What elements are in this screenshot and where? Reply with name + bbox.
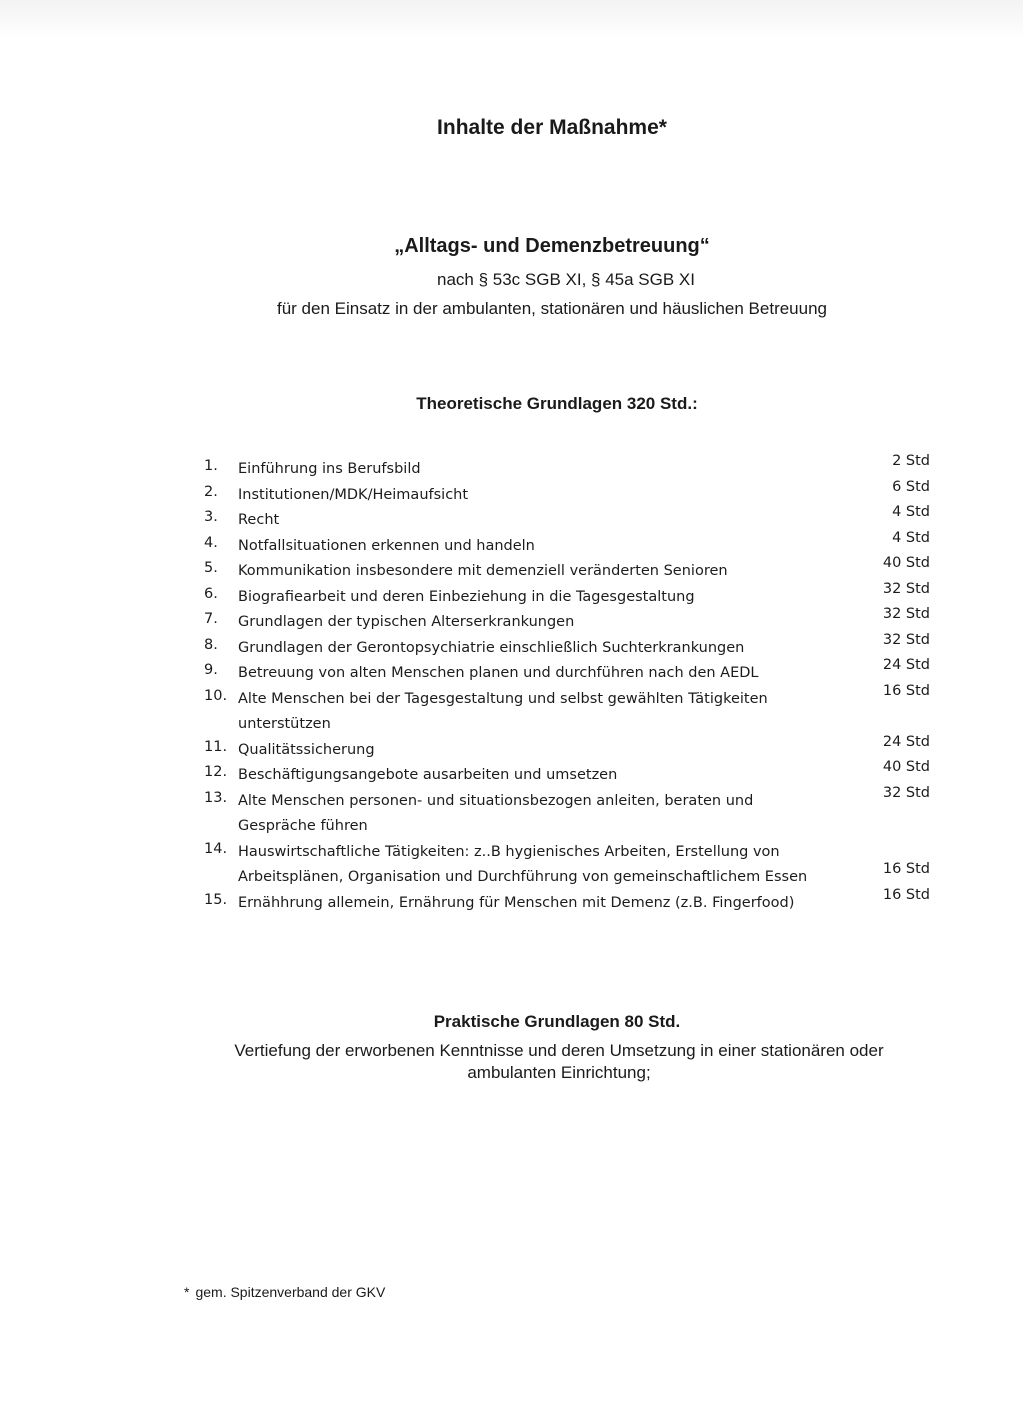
- topic-hours: 16 Std: [882, 682, 930, 699]
- topic-hours: 4 Std: [892, 529, 930, 546]
- topic-hours: 24 Std: [882, 657, 930, 673]
- topic-hours: 32 Std: [882, 606, 930, 622]
- topic-text: Grundlagen der Gerontopsychiatrie einschließlich Suchterkrankungen: [238, 639, 745, 656]
- topic-item: [204, 759, 934, 789]
- topic-number: 9.: [204, 662, 218, 678]
- topic-number: 12.: [204, 764, 228, 780]
- topic-text: Betreuung von alten Menschen planen und durchführen nach den AEDL: [238, 665, 759, 681]
- topic-number: 14.: [204, 840, 228, 857]
- topic-item: [204, 529, 934, 560]
- topic-item: [204, 840, 934, 891]
- practice-heading: Praktische Grundlagen 80 Std.: [433, 1012, 681, 1031]
- topic-hours: 16 Std: [882, 886, 930, 903]
- footnote-text: gem. Spitzenverband der GKV: [195, 1284, 386, 1300]
- topic-number: 2.: [204, 483, 218, 500]
- topic-hours: 32 Std: [882, 631, 930, 648]
- topic-hours: 40 Std: [882, 555, 930, 571]
- topic-item: [204, 657, 934, 687]
- topic-item: [204, 504, 934, 534]
- topic-hours: 6 Std: [892, 478, 930, 495]
- topic-text: Kommunikation insbesondere mit demenziell veränderten Senioren: [238, 563, 728, 579]
- topic-number: 6.: [204, 585, 218, 602]
- topic-item: [204, 631, 934, 662]
- topic-text: Grundlagen der typischen Alterserkrankungen: [238, 614, 575, 630]
- footnote-mark: *: [184, 1284, 190, 1300]
- footnote: [184, 1284, 385, 1300]
- scope-line: für den Einsatz in der ambulanten, stationären und häuslichen Betreuung: [276, 299, 828, 318]
- theory-topic-list: [204, 453, 934, 916]
- topic-item: [204, 580, 934, 611]
- topic-item: [204, 606, 934, 636]
- topic-hours: 32 Std: [882, 784, 930, 801]
- topic-item: [204, 733, 934, 764]
- document-title: Inhalte der Maßnahme*: [437, 116, 667, 139]
- topic-text: Biografiearbeit und deren Einbeziehung in die Tagesgestaltung: [238, 588, 695, 605]
- topic-number: 3.: [204, 509, 218, 525]
- topic-text: Recht: [238, 512, 280, 528]
- topic-item: [204, 478, 934, 509]
- topic-number: 5.: [204, 560, 218, 576]
- topic-text: Alte Menschen personen- und situationsbezogen anleiten, beraten und Gespräche führen: [238, 792, 754, 834]
- topic-number: 11.: [204, 738, 228, 755]
- topic-hours: 4 Std: [892, 504, 930, 520]
- topic-hours: 40 Std: [882, 759, 930, 775]
- topic-item: [204, 682, 934, 738]
- topic-number: 13.: [204, 789, 228, 806]
- topic-number: 8.: [204, 636, 218, 653]
- topic-hours: 24 Std: [882, 733, 930, 750]
- topic-number: 1.: [204, 458, 218, 474]
- course-subtitle: „Alltags- und Demenzbetreuung“: [394, 235, 710, 257]
- topic-text: Hauswirtschaftliche Tätigkeiten: z..B hygienisches Arbeiten, Erstellung von Arbeitsplänen, Organisation und Durchführung von gemeinschaftlichem Essen: [238, 843, 808, 885]
- topic-hours: 32 Std: [882, 580, 930, 597]
- topic-text: Ernähhrung allemein, Ernährung für Menschen mit Demenz (z.B. Fingerfood): [238, 894, 795, 911]
- topic-item: [204, 555, 934, 585]
- topic-number: 4.: [204, 534, 218, 551]
- practice-description: Vertiefung der erworbenen Kenntnisse und deren Umsetzung in einer stationären oder ambulanten Einrichtung;: [234, 1041, 884, 1082]
- topic-text: Beschäftigungsangebote ausarbeiten und umsetzen: [238, 767, 618, 783]
- topic-text: Einführung ins Berufsbild: [238, 461, 421, 477]
- scan-shadow: [0, 0, 1023, 40]
- theory-heading: Theoretische Grundlagen 320 Std.:: [416, 394, 698, 413]
- topic-number: 10.: [204, 687, 228, 704]
- topic-text: Notfallsituationen erkennen und handeln: [238, 537, 535, 554]
- topic-text: Alte Menschen bei der Tagesgestaltung und selbst gewählten Tätigkeiten unterstützen: [238, 690, 768, 732]
- topic-number: 15.: [204, 891, 228, 908]
- topic-item: [204, 453, 934, 483]
- topic-text: Institutionen/MDK/Heimaufsicht: [238, 486, 469, 503]
- topic-hours: 2 Std: [892, 453, 930, 469]
- topic-number: 7.: [204, 611, 218, 627]
- topic-hours: 16 Std: [882, 861, 930, 877]
- topic-text: Qualitätssicherung: [238, 741, 375, 758]
- topic-item: [204, 886, 934, 917]
- topic-item: [204, 784, 934, 840]
- legal-reference: nach § 53c SGB XI, § 45a SGB XI: [437, 270, 695, 289]
